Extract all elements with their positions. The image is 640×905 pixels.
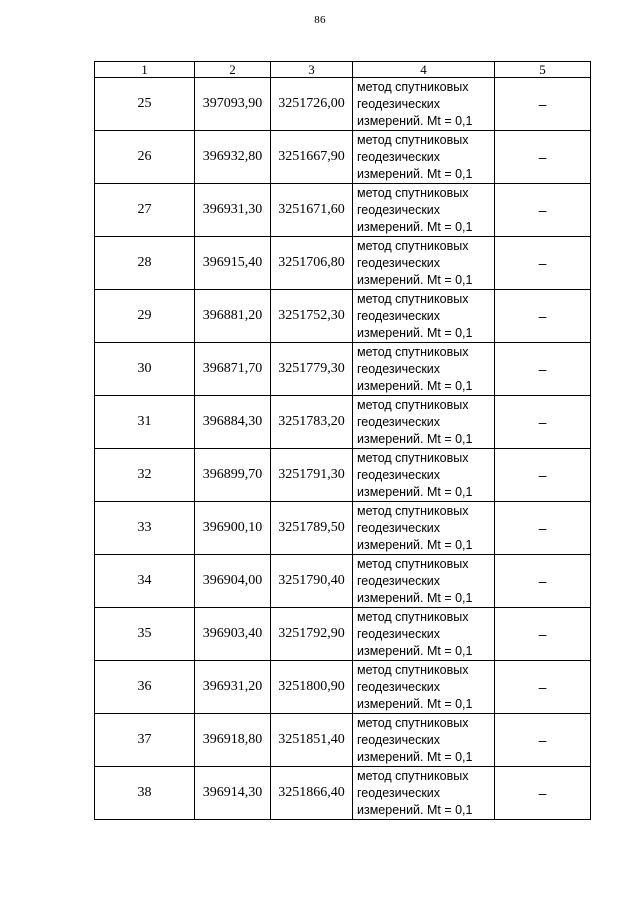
x-coordinate-cell: 396871,70: [195, 343, 271, 396]
table-row: [95, 131, 591, 184]
point-number-cell: 25: [95, 78, 195, 131]
header-col-2: 2: [195, 62, 271, 78]
y-coordinate-cell: 3251791,30: [271, 449, 353, 502]
note-cell: –: [495, 184, 591, 237]
x-coordinate-cell: 396931,20: [195, 661, 271, 714]
note-cell: –: [495, 767, 591, 820]
y-coordinate-cell: 3251790,40: [271, 555, 353, 608]
table-row: [95, 396, 591, 449]
coordinates-table: [94, 61, 591, 820]
table-row: [95, 237, 591, 290]
point-number-cell: 28: [95, 237, 195, 290]
table-row: [95, 661, 591, 714]
x-coordinate-cell: 396884,30: [195, 396, 271, 449]
y-coordinate-cell: 3251851,40: [271, 714, 353, 767]
note-cell: –: [495, 78, 591, 131]
point-number-cell: 37: [95, 714, 195, 767]
point-number-cell: 34: [95, 555, 195, 608]
note-cell: –: [495, 396, 591, 449]
method-cell: метод спутниковых геодезических измерений. Mt = 0,1: [353, 661, 495, 714]
method-cell: метод спутниковых геодезических измерений. Mt = 0,1: [353, 131, 495, 184]
method-cell: метод спутниковых геодезических измерений. Mt = 0,1: [353, 608, 495, 661]
point-number-cell: 30: [95, 343, 195, 396]
point-number-cell: 29: [95, 290, 195, 343]
table-row: [95, 343, 591, 396]
table-row: [95, 608, 591, 661]
method-cell: метод спутниковых геодезических измерений. Mt = 0,1: [353, 502, 495, 555]
y-coordinate-cell: 3251783,20: [271, 396, 353, 449]
method-cell: метод спутниковых геодезических измерений. Mt = 0,1: [353, 449, 495, 502]
x-coordinate-cell: 396931,30: [195, 184, 271, 237]
point-number-cell: 27: [95, 184, 195, 237]
table-header: [95, 62, 591, 78]
header-col-3: 3: [271, 62, 353, 78]
page-number: 86: [314, 14, 326, 26]
table-row: [95, 290, 591, 343]
x-coordinate-cell: 396899,70: [195, 449, 271, 502]
x-coordinate-cell: 396903,40: [195, 608, 271, 661]
note-cell: –: [495, 502, 591, 555]
table-body: [95, 78, 591, 820]
method-cell: метод спутниковых геодезических измерений. Mt = 0,1: [353, 78, 495, 131]
table-row: [95, 78, 591, 131]
method-cell: метод спутниковых геодезических измерений. Mt = 0,1: [353, 555, 495, 608]
y-coordinate-cell: 3251792,90: [271, 608, 353, 661]
x-coordinate-cell: 396904,00: [195, 555, 271, 608]
y-coordinate-cell: 3251706,80: [271, 237, 353, 290]
x-coordinate-cell: 396915,40: [195, 237, 271, 290]
point-number-cell: 32: [95, 449, 195, 502]
table-row: [95, 714, 591, 767]
y-coordinate-cell: 3251726,00: [271, 78, 353, 131]
method-cell: метод спутниковых геодезических измерений. Mt = 0,1: [353, 343, 495, 396]
method-cell: метод спутниковых геодезических измерений. Mt = 0,1: [353, 290, 495, 343]
x-coordinate-cell: 396914,30: [195, 767, 271, 820]
point-number-cell: 26: [95, 131, 195, 184]
header-col-4: 4: [353, 62, 495, 78]
x-coordinate-cell: 396881,20: [195, 290, 271, 343]
x-coordinate-cell: 396932,80: [195, 131, 271, 184]
note-cell: –: [495, 608, 591, 661]
note-cell: –: [495, 290, 591, 343]
header-col-5: 5: [495, 62, 591, 78]
y-coordinate-cell: 3251667,90: [271, 131, 353, 184]
y-coordinate-cell: 3251866,40: [271, 767, 353, 820]
method-cell: метод спутниковых геодезических измерений. Mt = 0,1: [353, 767, 495, 820]
point-number-cell: 38: [95, 767, 195, 820]
note-cell: –: [495, 661, 591, 714]
method-cell: метод спутниковых геодезических измерений. Mt = 0,1: [353, 714, 495, 767]
table-row: [95, 449, 591, 502]
y-coordinate-cell: 3251752,30: [271, 290, 353, 343]
note-cell: –: [495, 237, 591, 290]
point-number-cell: 36: [95, 661, 195, 714]
x-coordinate-cell: 396918,80: [195, 714, 271, 767]
table-row: [95, 767, 591, 820]
y-coordinate-cell: 3251789,50: [271, 502, 353, 555]
table-row: [95, 502, 591, 555]
table-row: [95, 555, 591, 608]
point-number-cell: 33: [95, 502, 195, 555]
note-cell: –: [495, 555, 591, 608]
point-number-cell: 31: [95, 396, 195, 449]
note-cell: –: [495, 449, 591, 502]
note-cell: –: [495, 131, 591, 184]
method-cell: метод спутниковых геодезических измерений. Mt = 0,1: [353, 184, 495, 237]
table-row: [95, 184, 591, 237]
point-number-cell: 35: [95, 608, 195, 661]
header-row: [95, 62, 591, 78]
header-col-1: 1: [95, 62, 195, 78]
method-cell: метод спутниковых геодезических измерений. Mt = 0,1: [353, 237, 495, 290]
y-coordinate-cell: 3251800,90: [271, 661, 353, 714]
x-coordinate-cell: 396900,10: [195, 502, 271, 555]
note-cell: –: [495, 714, 591, 767]
y-coordinate-cell: 3251671,60: [271, 184, 353, 237]
y-coordinate-cell: 3251779,30: [271, 343, 353, 396]
x-coordinate-cell: 397093,90: [195, 78, 271, 131]
note-cell: –: [495, 343, 591, 396]
method-cell: метод спутниковых геодезических измерений. Mt = 0,1: [353, 396, 495, 449]
